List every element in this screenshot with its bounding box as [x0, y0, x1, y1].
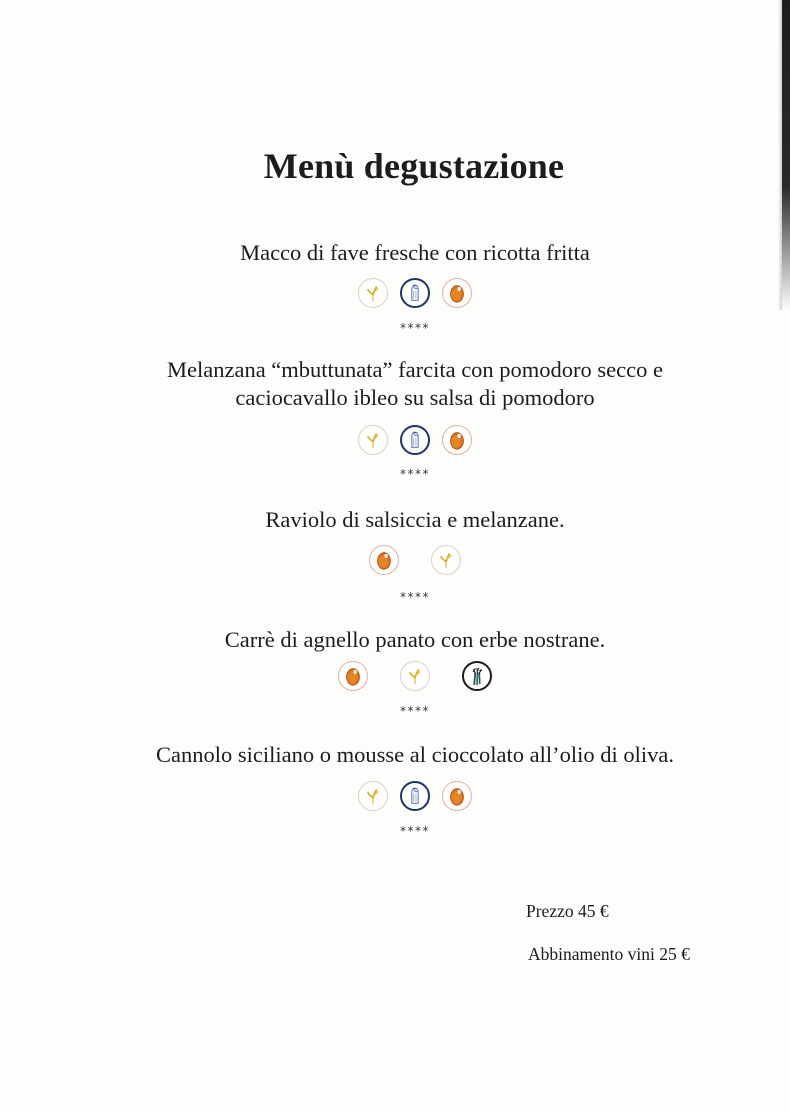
egg-icon [442, 425, 472, 455]
wheat-gluten-icon [358, 425, 388, 455]
course-2-line-1: Melanzana “mbuttunata” farcita con pomodoro secco e [166, 357, 664, 382]
course-separator: **** [400, 704, 430, 718]
course-separator: **** [400, 321, 430, 335]
wheat-gluten-icon [431, 545, 461, 575]
course-1-line-1: Macco di fave fresche con ricotta fritta [240, 240, 590, 265]
course-separator: **** [400, 590, 430, 604]
milk-carton-icon [400, 278, 430, 308]
course-5-name [0, 741, 790, 769]
menu-title: Menù degustazione [263, 146, 565, 186]
wheat-gluten-icon [400, 661, 430, 691]
course-3-name [0, 506, 790, 534]
egg-icon [442, 278, 472, 308]
course-4-name [0, 626, 790, 654]
course-4-allergens [0, 659, 790, 693]
course-2-name [0, 356, 790, 412]
egg-icon [442, 781, 472, 811]
menu-price: Prezzo 45 € [526, 901, 609, 921]
course-2-line-2: caciocavallo ibleo su salsa di pomodoro [235, 385, 595, 410]
milk-carton-icon [400, 425, 430, 455]
course-5-allergens [0, 779, 790, 813]
egg-icon [369, 545, 399, 575]
course-1-name [0, 239, 790, 267]
wheat-gluten-icon [358, 781, 388, 811]
wheat-gluten-icon [358, 278, 388, 308]
celery-icon [462, 661, 492, 691]
course-2-allergens [0, 423, 790, 457]
milk-carton-icon [400, 781, 430, 811]
course-3-line-1: Raviolo di salsiccia e melanzane. [265, 507, 565, 532]
course-separator: **** [400, 467, 430, 481]
course-4-line-1: Carrè di agnello panato con erbe nostrane. [224, 627, 606, 652]
course-3-allergens [0, 543, 790, 577]
course-separator: **** [400, 824, 430, 838]
course-1-allergens [0, 276, 790, 310]
egg-icon [338, 661, 368, 691]
wine-pairing-price: Abbinamento vini 25 € [528, 944, 690, 964]
course-5-line-1: Cannolo siciliano o mousse al cioccolato all’olio di oliva. [155, 742, 675, 767]
